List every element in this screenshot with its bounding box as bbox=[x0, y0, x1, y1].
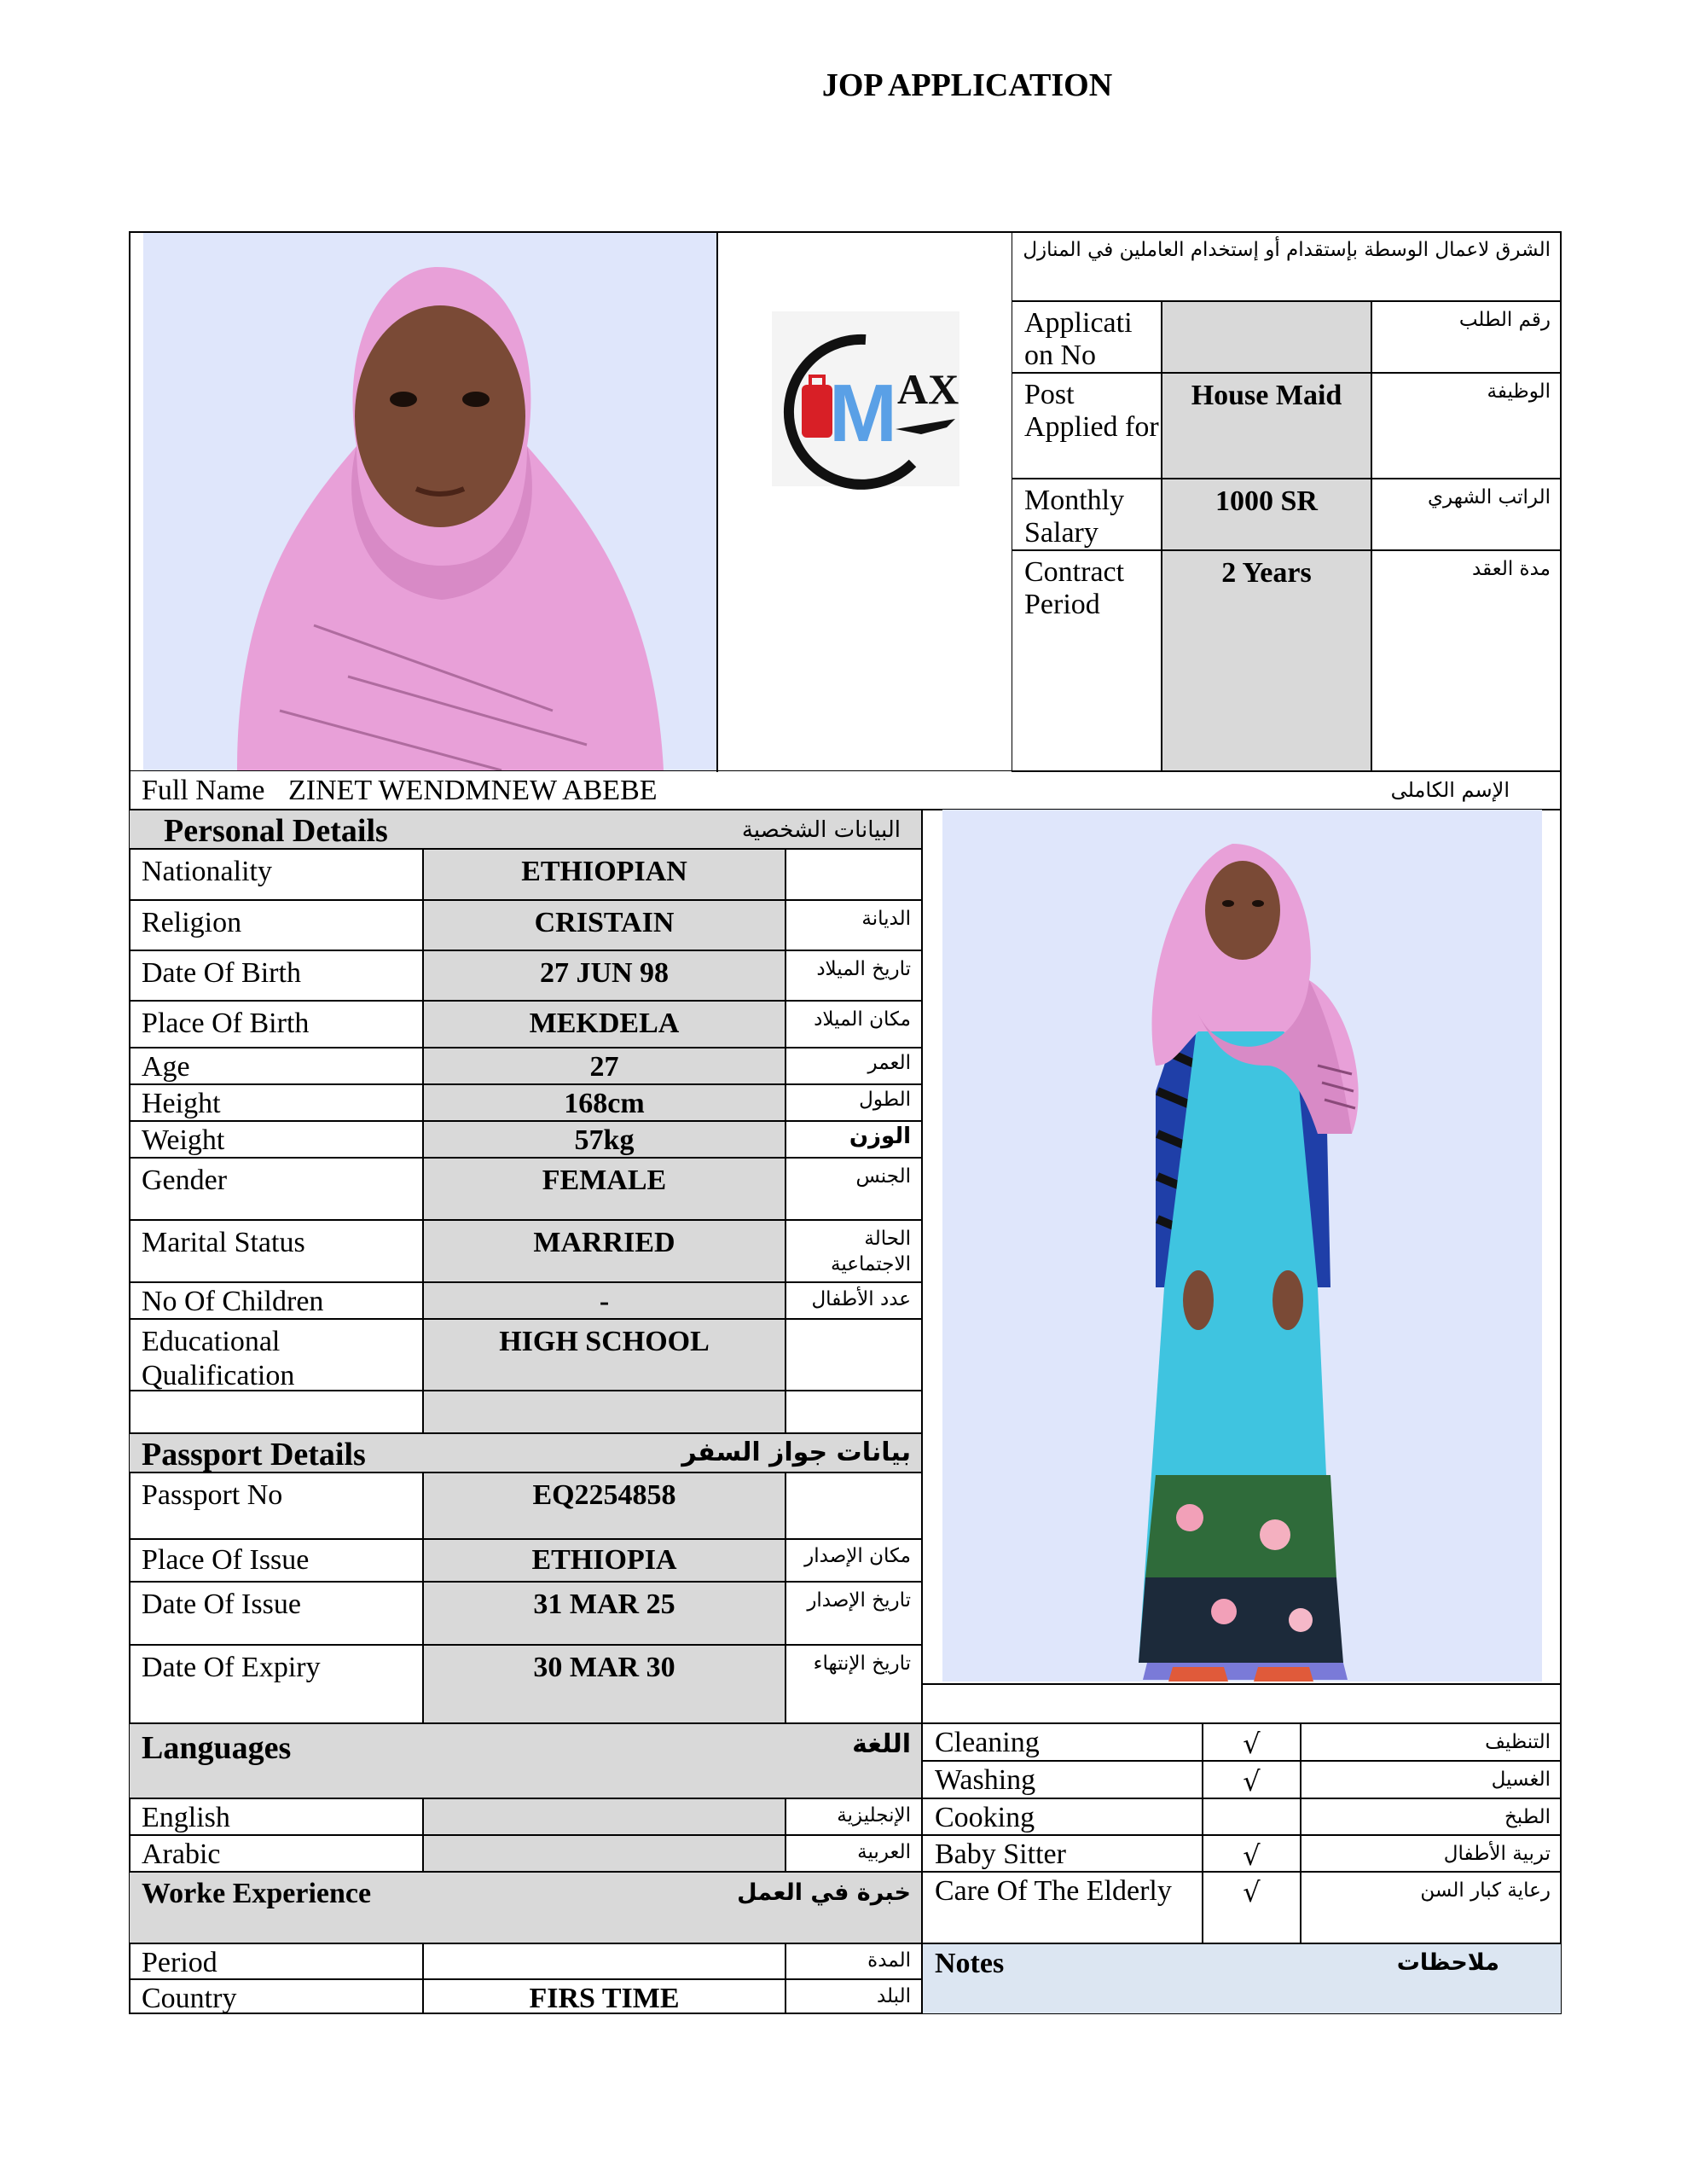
skill-cleaning-check[interactable]: √ bbox=[1203, 1723, 1301, 1761]
personal-details-heading: Personal Details bbox=[164, 813, 388, 849]
weight-label: Weight bbox=[129, 1121, 423, 1158]
application-no-ar: رقم الطلب bbox=[1371, 301, 1562, 373]
portrait-photo bbox=[143, 233, 716, 770]
date-of-issue-ar: تاريخ الإصدار bbox=[786, 1582, 922, 1645]
notes-box[interactable] bbox=[922, 1943, 1562, 2014]
monthly-salary-value[interactable]: 1000 SR bbox=[1162, 479, 1371, 550]
education-value[interactable]: HIGH SCHOOL bbox=[423, 1319, 786, 1391]
company-logo-icon bbox=[716, 233, 1012, 770]
full-name-row bbox=[129, 770, 1562, 810]
application-no-label: Applicati on No bbox=[1012, 301, 1162, 373]
full-name-value[interactable]: ZINET WENDMNEW ABEBE bbox=[288, 775, 658, 806]
notes-label: Notes bbox=[935, 1948, 1005, 1979]
weight-ar: الوزن bbox=[786, 1121, 922, 1158]
marital-status-value[interactable]: MARRIED bbox=[423, 1220, 786, 1282]
application-no-value[interactable] bbox=[1162, 301, 1371, 373]
languages-header bbox=[129, 1723, 922, 1798]
arabic-ar: العربية bbox=[786, 1835, 922, 1872]
period-label: Period bbox=[129, 1943, 423, 1979]
place-of-issue-label: Place Of Issue bbox=[129, 1539, 423, 1582]
passport-no-label: Passport No bbox=[129, 1472, 423, 1539]
post-applied-label: Post Applied for bbox=[1012, 373, 1162, 479]
arabic-value[interactable] bbox=[423, 1835, 786, 1872]
portrait-photo-illustration bbox=[143, 233, 716, 770]
marital-status-ar: الحالة الاجتماعية bbox=[786, 1220, 922, 1282]
skill-washing-check[interactable]: √ bbox=[1203, 1761, 1301, 1798]
country-label: Country bbox=[129, 1979, 423, 2014]
weight-value[interactable]: 57kg bbox=[423, 1121, 786, 1158]
children-value[interactable]: - bbox=[423, 1282, 786, 1319]
blank-row-label bbox=[129, 1391, 423, 1433]
place-of-birth-value[interactable]: MEKDELA bbox=[423, 1001, 786, 1048]
passport-no-value[interactable]: EQ2254858 bbox=[423, 1472, 786, 1539]
logo-cell bbox=[716, 233, 1012, 770]
english-label: English bbox=[129, 1798, 423, 1835]
experience-heading: Worke Experience bbox=[142, 1878, 372, 1909]
arabic-label: Arabic bbox=[129, 1835, 423, 1872]
skill-baby-sitter-check[interactable]: √ bbox=[1203, 1835, 1301, 1872]
divider bbox=[716, 231, 718, 772]
date-of-expiry-value[interactable]: 30 MAR 30 bbox=[423, 1645, 786, 1723]
languages-heading-ar: اللغة bbox=[852, 1729, 911, 1759]
children-ar: عدد الأطفال bbox=[786, 1282, 922, 1319]
height-ar: الطول bbox=[786, 1084, 922, 1121]
nationality-ar bbox=[786, 849, 922, 900]
skill-baby-sitter-ar: تربية الأطفال bbox=[1301, 1835, 1562, 1872]
education-ar bbox=[786, 1319, 922, 1391]
period-value[interactable] bbox=[423, 1943, 786, 1979]
children-label: No Of Children bbox=[129, 1282, 423, 1319]
contract-period-ar: مدة العقد bbox=[1371, 550, 1562, 772]
personal-details-heading-ar: البيانات الشخصية bbox=[741, 817, 901, 843]
full-body-photo-illustration bbox=[942, 810, 1542, 1682]
skills-header-blank bbox=[922, 1684, 1562, 1723]
place-of-issue-value[interactable]: ETHIOPIA bbox=[423, 1539, 786, 1582]
experience-heading-ar: خبرة في العمل bbox=[737, 1879, 911, 1906]
english-ar: الإنجليزية bbox=[786, 1798, 922, 1835]
religion-value[interactable]: CRISTAIN bbox=[423, 900, 786, 950]
date-of-birth-value[interactable]: 27 JUN 98 bbox=[423, 950, 786, 1001]
skill-elderly-care-check[interactable]: √ bbox=[1203, 1872, 1301, 1943]
age-ar: العمر bbox=[786, 1048, 922, 1084]
place-of-birth-ar: مكان الميلاد bbox=[786, 1001, 922, 1048]
logo-letter-m: M bbox=[829, 368, 897, 459]
religion-ar: الديانة bbox=[786, 900, 922, 950]
skill-washing-ar: الغسيل bbox=[1301, 1761, 1562, 1798]
skill-elderly-care-ar: رعاية كبار السن bbox=[1301, 1872, 1562, 1943]
height-value[interactable]: 168cm bbox=[423, 1084, 786, 1121]
date-of-issue-label: Date Of Issue bbox=[129, 1582, 423, 1645]
place-of-issue-ar: مكان الإصدار bbox=[786, 1539, 922, 1582]
skill-cooking-check[interactable] bbox=[1203, 1798, 1301, 1835]
gender-label: Gender bbox=[129, 1158, 423, 1220]
blank-row-ar bbox=[786, 1391, 922, 1433]
skill-cleaning-label: Cleaning bbox=[922, 1723, 1203, 1761]
post-applied-ar: الوظيفة bbox=[1371, 373, 1562, 479]
post-applied-value[interactable]: House Maid bbox=[1162, 373, 1371, 479]
date-of-expiry-ar: تاريخ الإنتهاء bbox=[786, 1645, 922, 1723]
nationality-value[interactable]: ETHIOPIAN bbox=[423, 849, 786, 900]
marital-status-label: Marital Status bbox=[129, 1220, 423, 1282]
date-of-birth-ar: تاريخ الميلاد bbox=[786, 950, 922, 1001]
religion-label: Religion bbox=[129, 900, 423, 950]
country-value[interactable]: FIRS TIME bbox=[423, 1979, 786, 2014]
full-name-label: Full Name bbox=[142, 775, 265, 806]
passport-details-heading: Passport Details bbox=[142, 1437, 366, 1472]
gender-ar: الجنس bbox=[786, 1158, 922, 1220]
contract-period-value[interactable]: 2 Years bbox=[1162, 550, 1371, 772]
nationality-label: Nationality bbox=[129, 849, 423, 900]
skill-baby-sitter-label: Baby Sitter bbox=[922, 1835, 1203, 1872]
skill-washing-label: Washing bbox=[922, 1761, 1203, 1798]
skill-cleaning-ar: التنظيف bbox=[1301, 1723, 1562, 1761]
monthly-salary-label: Monthly Salary bbox=[1012, 479, 1162, 550]
experience-header bbox=[129, 1872, 922, 1943]
skill-cooking-label: Cooking bbox=[922, 1798, 1203, 1835]
period-ar: المدة bbox=[786, 1943, 922, 1979]
full-name-ar: الإسم الكاملى bbox=[1390, 778, 1510, 802]
passport-details-header bbox=[129, 1433, 922, 1472]
date-of-expiry-label: Date Of Expiry bbox=[129, 1645, 423, 1723]
education-label: Educational Qualification bbox=[129, 1319, 423, 1391]
blank-row-value bbox=[423, 1391, 786, 1433]
country-ar: البلد bbox=[786, 1979, 922, 2014]
agency-name-ar: الشرق لاعمال الوسطة بإستقدام أو إستخدام العاملين في المنازل bbox=[1012, 231, 1562, 301]
personal-details-header bbox=[129, 810, 922, 849]
full-body-photo bbox=[942, 810, 1542, 1682]
skill-elderly-care-label: Care Of The Elderly bbox=[922, 1872, 1203, 1943]
gender-value[interactable]: FEMALE bbox=[423, 1158, 786, 1220]
date-of-birth-label: Date Of Birth bbox=[129, 950, 423, 1001]
english-value[interactable] bbox=[423, 1798, 786, 1835]
place-of-birth-label: Place Of Birth bbox=[129, 1001, 423, 1048]
contract-period-label: Contract Period bbox=[1012, 550, 1162, 772]
passport-no-ar bbox=[786, 1472, 922, 1539]
height-label: Height bbox=[129, 1084, 423, 1121]
date-of-issue-value[interactable]: 31 MAR 25 bbox=[423, 1582, 786, 1645]
age-value[interactable]: 27 bbox=[423, 1048, 786, 1084]
languages-heading: Languages bbox=[142, 1730, 292, 1766]
age-label: Age bbox=[129, 1048, 423, 1084]
logo-letters-ax: AX bbox=[897, 365, 959, 413]
page-title: JOP APPLICATION bbox=[821, 67, 1113, 103]
passport-details-heading-ar: بيانات جواز السفر bbox=[681, 1438, 911, 1467]
notes-ar: ملاحظات bbox=[1396, 1949, 1499, 1976]
skill-cooking-ar: الطبخ bbox=[1301, 1798, 1562, 1835]
monthly-salary-ar: الراتب الشهري bbox=[1371, 479, 1562, 550]
